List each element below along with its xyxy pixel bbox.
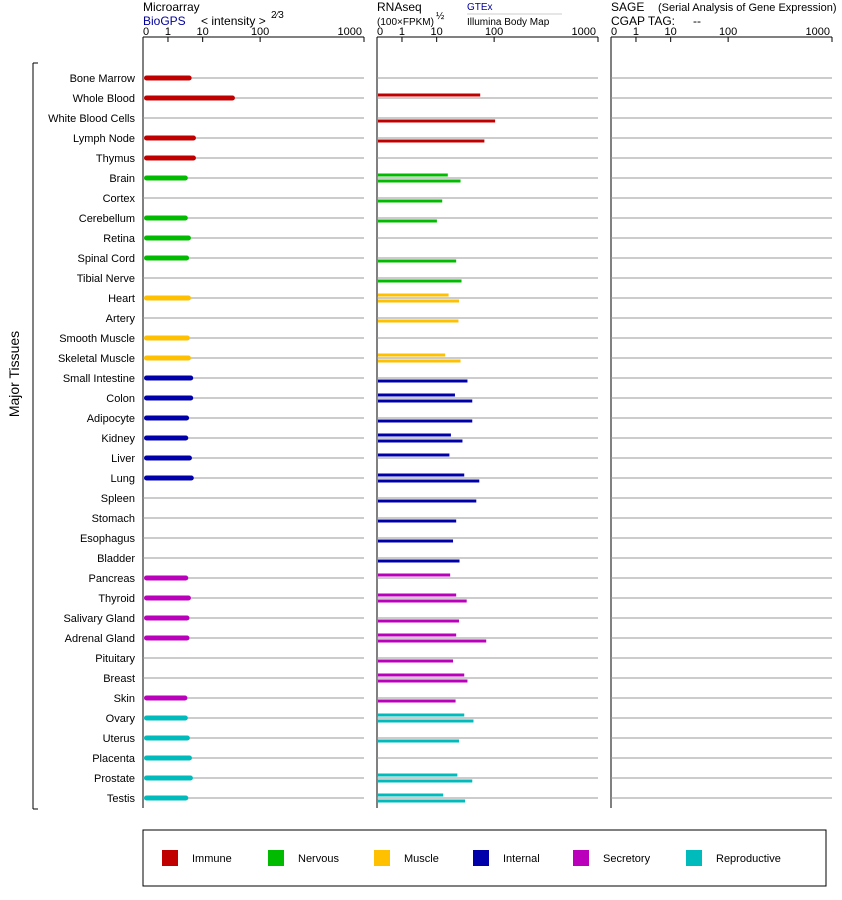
bar-gtex (378, 94, 480, 97)
bar-microarray (144, 156, 196, 161)
bar-microarray (144, 396, 193, 401)
bar-gtex (378, 674, 464, 677)
bar-microarray (144, 216, 188, 221)
bar-microarray (144, 376, 193, 381)
x-tick-label: 10 (430, 26, 443, 38)
legend-swatch (268, 850, 284, 866)
tissue-label: Adrenal Gland (64, 633, 135, 645)
bar-microarray (144, 456, 192, 461)
tissue-label: Tibial Nerve (76, 273, 135, 285)
bar-illumina-body-map (378, 300, 459, 303)
tissue-label: Lymph Node (73, 133, 135, 145)
rnaseq-subtitle: (100×FPKM) (377, 17, 434, 28)
tissue-label: White Blood Cells (48, 113, 135, 125)
bar-gtex (378, 714, 464, 717)
tissue-label: Lung (110, 473, 135, 485)
tissue-label: Liver (111, 453, 135, 465)
tissue-label: Colon (106, 393, 135, 405)
bar-gtex (378, 394, 455, 397)
sage-subtitle: (Serial Analysis of Gene Expression) (658, 2, 837, 14)
x-tick-label: 100 (250, 26, 270, 38)
x-tick-label: 1000 (805, 26, 830, 38)
bar-microarray (144, 96, 235, 101)
bar-gtex (378, 794, 443, 797)
bar-illumina-body-map (378, 440, 462, 443)
x-tick-label: 0 (377, 26, 384, 38)
bar-gtex (378, 454, 449, 457)
bar-illumina-body-map (378, 720, 473, 723)
bar-gtex (378, 434, 451, 437)
tissue-label: Skeletal Muscle (57, 353, 135, 365)
bar-illumina-body-map (378, 180, 461, 183)
legend-swatch (374, 850, 390, 866)
tissue-label: Cerebellum (78, 213, 135, 225)
bar-microarray (144, 576, 188, 581)
tissue-label: Retina (103, 233, 135, 245)
bar-microarray (144, 356, 191, 361)
legend-swatch (686, 850, 702, 866)
tissue-label: Spinal Cord (77, 253, 135, 265)
legend-label: Reproductive (716, 853, 781, 865)
bar-illumina-body-map (378, 500, 476, 503)
tissue-label: Adipocyte (86, 413, 135, 425)
rnaseq-illumina-label: Illumina Body Map (467, 17, 550, 28)
bar-microarray (144, 776, 193, 781)
rnaseq-title: RNAseq (377, 0, 422, 14)
bar-microarray (144, 596, 191, 601)
legend-label: Immune (192, 853, 232, 865)
tissue-label: Ovary (105, 713, 135, 725)
rnaseq-gtex-label: GTEx (467, 2, 493, 13)
bar-illumina-body-map (378, 600, 467, 603)
bar-illumina-body-map (378, 780, 472, 783)
tissue-label: Bladder (97, 553, 135, 565)
bar-gtex (378, 594, 456, 597)
bar-illumina-body-map (378, 700, 456, 703)
x-tick-label: 100 (484, 26, 504, 38)
bar-illumina-body-map (378, 220, 437, 223)
bar-microarray (144, 636, 189, 641)
bar-illumina-body-map (378, 660, 453, 663)
tissue-label: Smooth Muscle (59, 333, 135, 345)
tissue-label: Bone Marrow (69, 73, 135, 85)
tissue-label: Kidney (101, 433, 135, 445)
tissue-label: Whole Blood (72, 93, 135, 105)
bar-microarray (144, 236, 191, 241)
tissue-label: Salivary Gland (63, 613, 135, 625)
bar-microarray (144, 736, 190, 741)
tissue-labels (48, 73, 136, 805)
bar-illumina-body-map (378, 360, 461, 363)
bar-gtex (378, 474, 464, 477)
bar-microarray (144, 796, 188, 801)
x-tick-label: 0 (143, 26, 150, 38)
bar-microarray (144, 176, 188, 181)
panel-headers (143, 0, 837, 28)
bar-gtex (378, 574, 450, 577)
bar-illumina-body-map (378, 200, 442, 203)
bar-microarray (144, 436, 188, 441)
bar-microarray (144, 476, 194, 481)
x-tick-label: 10 (196, 26, 209, 38)
x-tick-label: 1000 (337, 26, 362, 38)
tissue-label: Spleen (100, 493, 135, 505)
tissue-label: Pancreas (88, 573, 135, 585)
bar-gtex (378, 634, 456, 637)
bar-microarray (144, 616, 189, 621)
bar-microarray (144, 416, 189, 421)
bar-microarray (144, 136, 196, 141)
microarray-axis-note: < intensity > (201, 14, 266, 28)
tissue-label: Artery (105, 313, 135, 325)
bar-illumina-body-map (378, 480, 479, 483)
microarray-subtitle: BioGPS (143, 14, 186, 28)
x-tick-label: 1000 (571, 26, 596, 38)
microarray-title: Microarray (143, 0, 200, 14)
bar-illumina-body-map (378, 380, 467, 383)
panel-2 (611, 26, 832, 808)
bar-illumina-body-map (378, 740, 459, 743)
bar-illumina-body-map (378, 520, 456, 523)
bar-gtex (378, 294, 449, 297)
bar-microarray (144, 256, 189, 261)
legend-swatch (162, 850, 178, 866)
tissue-label: Thyroid (98, 593, 135, 605)
bar-microarray (144, 296, 191, 301)
panel-1 (377, 26, 598, 808)
microarray-axis-exponent: 2⁄3 (271, 10, 284, 21)
tissue-label: Cortex (102, 193, 135, 205)
tissue-label: Brain (109, 173, 135, 185)
bar-illumina-body-map (378, 120, 495, 123)
bar-microarray (144, 756, 192, 761)
legend-swatch (573, 850, 589, 866)
x-tick-label: 1 (632, 26, 640, 38)
legend-swatch (473, 850, 489, 866)
bar-microarray (144, 696, 187, 701)
sage-cgap-label: CGAP TAG: (611, 14, 676, 28)
x-tick-label: 10 (664, 26, 677, 38)
x-tick-label: 1 (398, 26, 406, 38)
legend-label: Secretory (603, 853, 651, 865)
x-tick-label: 1 (164, 26, 172, 38)
panels (143, 26, 832, 808)
tissue-label: Prostate (94, 773, 135, 785)
legend-label: Nervous (298, 853, 339, 865)
bar-gtex (378, 174, 448, 177)
bar-illumina-body-map (378, 680, 467, 683)
bar-illumina-body-map (378, 140, 484, 143)
tissue-label: Breast (103, 673, 135, 685)
bar-illumina-body-map (378, 540, 453, 543)
bar-illumina-body-map (378, 260, 456, 263)
tissue-label: Heart (108, 293, 135, 305)
bar-illumina-body-map (378, 640, 486, 643)
x-tick-label: 0 (611, 26, 618, 38)
sage-tag-value: -- (693, 14, 701, 28)
bar-gtex (378, 354, 445, 357)
bar-illumina-body-map (378, 280, 462, 283)
tissue-label: Uterus (102, 733, 135, 745)
bar-illumina-body-map (378, 620, 459, 623)
rnaseq-axis-exponent: ½ (436, 11, 445, 22)
bar-illumina-body-map (378, 400, 472, 403)
bar-illumina-body-map (378, 320, 458, 323)
bar-illumina-body-map (378, 560, 460, 563)
tissue-label: Pituitary (95, 653, 135, 665)
bar-microarray (144, 336, 190, 341)
major-tissues-label: Major Tissues (6, 330, 22, 418)
tissue-label: Thymus (95, 153, 135, 165)
tissue-label: Stomach (91, 513, 135, 525)
legend-label: Internal (503, 853, 540, 865)
legend-label: Muscle (404, 853, 439, 865)
tissue-label: Esophagus (79, 533, 135, 545)
bar-gtex (378, 774, 457, 777)
bar-illumina-body-map (378, 800, 465, 803)
bar-microarray (144, 76, 192, 81)
x-tick-label: 100 (718, 26, 738, 38)
major-tissues-bracket (6, 63, 38, 809)
tissue-label: Placenta (92, 753, 135, 765)
tissue-label: Small Intestine (62, 373, 135, 385)
panel-0 (143, 26, 364, 808)
tissue-label: Skin (113, 693, 135, 705)
tissue-label: Testis (106, 793, 135, 805)
sage-title: SAGE (611, 0, 645, 14)
bar-illumina-body-map (378, 420, 472, 423)
bar-microarray (144, 716, 188, 721)
legend (143, 830, 826, 886)
